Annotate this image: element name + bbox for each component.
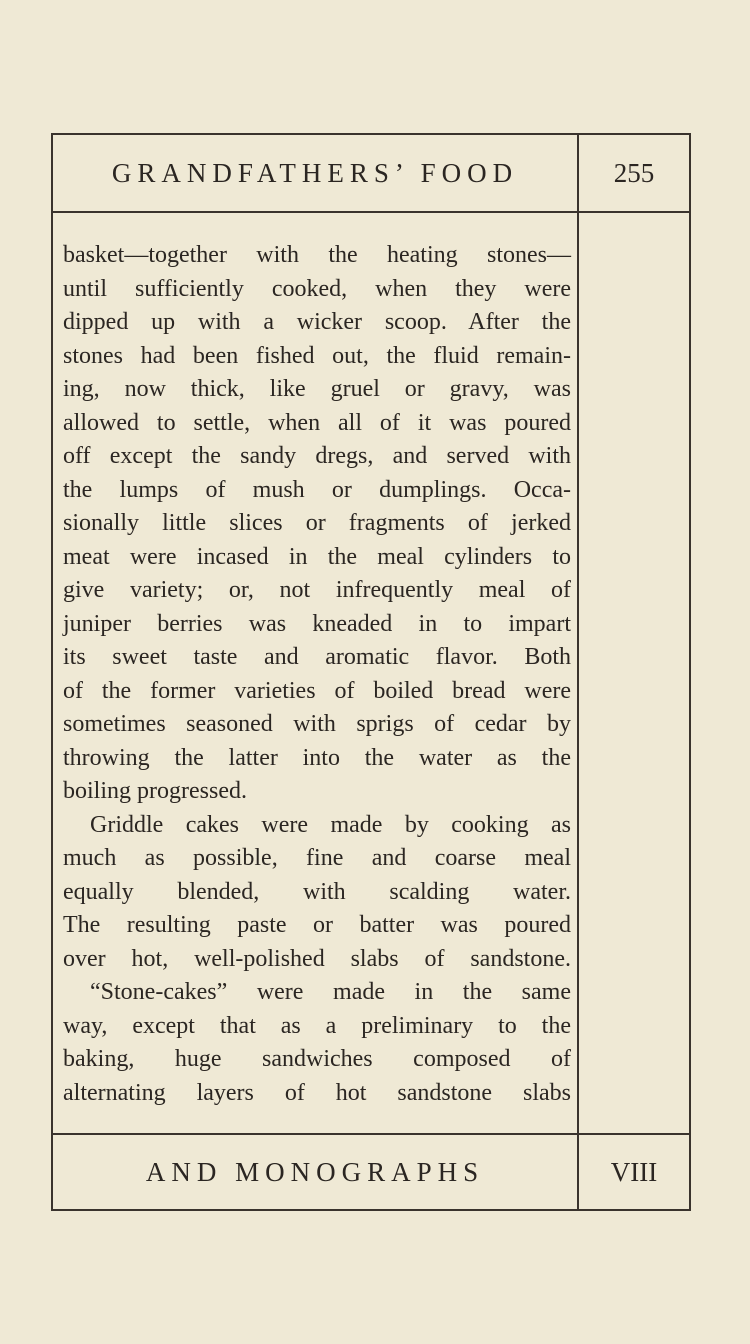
text-line: baking, huge sandwiches composed of <box>63 1046 571 1072</box>
text-line: boiling progressed. <box>63 778 247 804</box>
text-line: stones had been fished out, the fluid remain- <box>63 342 571 369</box>
text-line: over hot, well-polished slabs of sandstone. <box>63 945 571 972</box>
running-title: GRANDFATHERS’ FOOD <box>111 157 519 188</box>
text-line: until sufficiently cooked, when they were <box>63 275 571 302</box>
margin-rule <box>577 135 579 1209</box>
text-line: dipped up with a wicker scoop. After the <box>63 309 571 335</box>
page-number: 255 <box>613 157 655 188</box>
text-line: juniper berries was kneaded in to impart <box>63 610 571 637</box>
series-title: AND MONOGRAPHS <box>145 1156 485 1187</box>
text-line: The resulting paste or batter was poured <box>63 912 571 938</box>
volume-number: VIII <box>610 1156 658 1187</box>
text-line: give variety; or, not infrequently meal of <box>63 577 571 603</box>
text-line: allowed to settle, when all of it was poured <box>63 409 571 436</box>
page-frame <box>51 133 691 1211</box>
text-line: alternating layers of hot sandstone slabs <box>63 1079 571 1106</box>
header-rule <box>53 211 689 213</box>
text-line: Griddle cakes were made by cooking as <box>90 811 571 838</box>
body-text <box>63 239 571 1110</box>
text-line: sionally little slices or fragments of jerked <box>63 510 571 536</box>
text-line: sometimes seasoned with sprigs of cedar by <box>63 711 571 737</box>
text-line: ing, now thick, like gruel or gravy, was <box>63 376 571 402</box>
text-line: “Stone-cakes” were made in the same <box>90 979 571 1005</box>
text-line: meat were incased in the meal cylinders to <box>63 543 571 570</box>
text-line: throwing the latter into the water as the <box>63 744 571 771</box>
text-line: its sweet taste and aromatic flavor. Both <box>63 644 571 670</box>
text-line: basket—together with the heating stones— <box>63 242 571 268</box>
text-line: the lumps of mush or dumplings. Occa- <box>63 476 571 503</box>
text-line: of the former varieties of boiled bread were <box>63 677 571 704</box>
text-line: equally blended, with scalding water. <box>63 878 571 905</box>
text-line: way, except that as a preliminary to the <box>63 1012 571 1039</box>
text-line: much as possible, fine and coarse meal <box>63 845 571 871</box>
text-line: off except the sandy dregs, and served with <box>63 443 571 469</box>
